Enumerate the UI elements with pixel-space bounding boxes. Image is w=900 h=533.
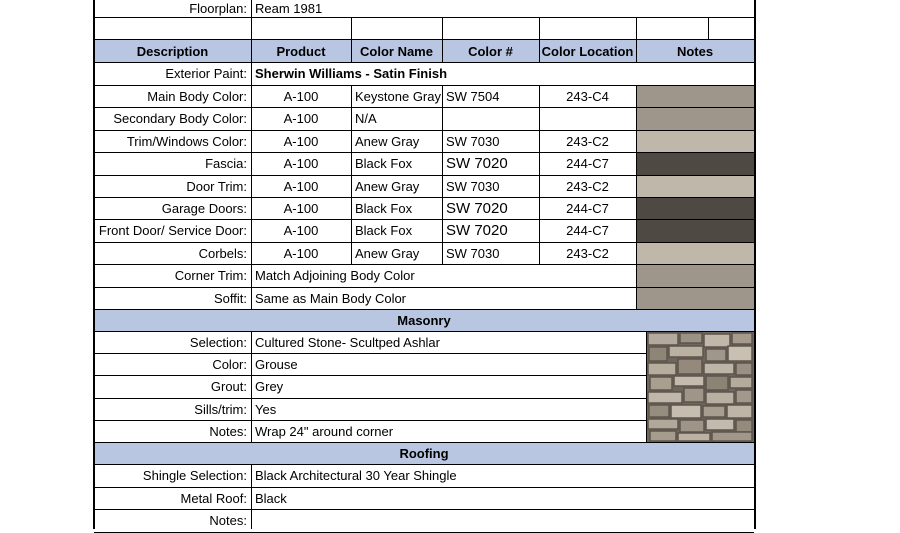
grid-line: [94, 287, 754, 288]
grid-line: [442, 40, 443, 62]
paint-row-label: Front Door/ Service Door:: [98, 223, 247, 238]
grid-line: [94, 152, 754, 153]
floorplan-label: Floorplan:: [189, 1, 247, 16]
paint-row-color-name: Anew Gray: [355, 133, 420, 149]
grid-line: [351, 17, 352, 40]
paint-row-label: Main Body Color:: [147, 88, 247, 104]
grid-line: [539, 85, 540, 264]
grid-line: [94, 331, 754, 332]
paint-row-color-location: 243-C2: [566, 245, 609, 261]
roofing-row-value: Black Architectural 30 Year Shingle: [255, 468, 457, 483]
grid-line: [94, 17, 754, 18]
paint-row-color-swatch: [637, 198, 754, 219]
paint-row-color-name: Black Fox: [355, 223, 413, 238]
roofing-row-label: Shingle Selection:: [142, 468, 247, 483]
grid-line: [94, 242, 754, 243]
paint-row-color-name: Keystone Gray: [355, 88, 441, 104]
paint-row-color-swatch: [637, 86, 754, 107]
paint-row-product: A-100: [283, 200, 319, 216]
grid-line: [251, 331, 252, 442]
extra-row-color-swatch: [637, 265, 754, 287]
extra-row-label: Soffit:: [213, 290, 247, 306]
paint-row-color-name: Black Fox: [355, 156, 413, 171]
masonry-section-title: Masonry: [94, 309, 754, 331]
paint-row-color-swatch: [637, 220, 754, 242]
grid-line: [94, 464, 754, 465]
grid-line: [94, 264, 754, 265]
roofing-row-label: Metal Roof:: [180, 490, 247, 506]
masonry-row-label: Grout:: [210, 379, 247, 394]
grid-line: [251, 464, 252, 529]
roofing-row-value: Black: [255, 490, 287, 506]
paint-row-color-number: [442, 107, 539, 130]
paint-row-color-number: SW 7020: [446, 155, 508, 172]
grid-line: [94, 130, 754, 131]
paint-row-color-name: Anew Gray: [355, 245, 420, 261]
grid-line: [94, 487, 754, 488]
col-header-description: Description: [94, 40, 251, 62]
masonry-row-label: Notes:: [209, 423, 247, 439]
exterior-paint-label: Exterior Paint:: [165, 66, 247, 81]
roofing-section-title: Roofing: [94, 442, 754, 464]
paint-row-label: Secondary Body Color:: [113, 111, 247, 126]
col-header-notes: Notes: [636, 40, 754, 62]
grid-line: [636, 85, 637, 309]
extra-row-value: Match Adjoining Body Color: [255, 268, 415, 283]
grid-line: [94, 420, 646, 421]
paint-row-color-number: SW 7020: [446, 199, 508, 217]
paint-row-color-location: 244-C7: [566, 200, 609, 216]
paint-row-color-swatch: [637, 176, 754, 197]
grid-line: [94, 39, 754, 40]
col-header-color-location: Color Location: [539, 40, 636, 62]
paint-row-color-location: [539, 107, 636, 130]
stone-texture: [646, 331, 754, 442]
masonry-row-value: Grouse: [255, 356, 298, 372]
paint-row-product: A-100: [283, 111, 319, 126]
masonry-row-label: Color:: [212, 356, 247, 372]
grid-line: [708, 17, 709, 40]
paint-row-color-number: SW 7030: [446, 178, 500, 194]
roofing-row-label: Notes:: [209, 513, 247, 528]
paint-row-color-swatch: [637, 131, 754, 152]
paint-row-color-location: 244-C7: [566, 156, 609, 171]
grid-line: [94, 353, 646, 354]
masonry-row-value: Cultured Stone- Scultped Ashlar: [255, 334, 440, 350]
paint-row-product: A-100: [283, 88, 319, 104]
grid-line: [442, 85, 443, 264]
cultured-stone-image: [646, 331, 754, 442]
grid-line: [94, 85, 754, 86]
grid-line: [94, 442, 754, 443]
paint-row-color-number: SW 7504: [446, 88, 500, 104]
grid-line: [94, 175, 754, 176]
grid-line: [646, 331, 647, 442]
extra-row-value: Same as Main Body Color: [255, 290, 407, 306]
col-header-product: Product: [251, 40, 351, 62]
grid-line: [94, 398, 646, 399]
grid-line: [94, 107, 754, 108]
masonry-row-label: Sills/trim:: [194, 401, 247, 417]
grid-line: [251, 85, 252, 309]
grid-line: [94, 375, 646, 376]
paint-row-label: Fascia:: [205, 156, 247, 171]
paint-row-product: A-100: [283, 245, 319, 261]
grid-line: [251, 40, 252, 85]
paint-row-color-number: SW 7020: [446, 222, 508, 239]
paint-row-color-name: N/A: [355, 111, 377, 126]
paint-row-color-swatch: [637, 243, 754, 264]
paint-row-color-number: SW 7030: [446, 245, 500, 261]
paint-row-color-location: 244-C7: [566, 223, 609, 238]
grid-line: [351, 40, 352, 62]
paint-row-color-swatch: [637, 153, 754, 175]
grid-line: [442, 17, 443, 40]
grid-line: [754, 0, 756, 529]
paint-row-color-swatch: [637, 108, 754, 130]
grid-line: [94, 509, 754, 510]
grid-line: [351, 85, 352, 264]
masonry-row-value: Grey: [255, 379, 284, 394]
exterior-paint-value: Sherwin Williams - Satin Finish: [255, 66, 448, 81]
extra-row-color-swatch: [637, 288, 754, 309]
grid-line: [636, 17, 637, 40]
paint-row-color-location: 243-C2: [566, 133, 609, 149]
grid-line: [94, 62, 754, 63]
paint-row-color-location: 243-C2: [566, 178, 609, 194]
paint-row-product: A-100: [283, 156, 319, 171]
paint-row-color-name: Black Fox: [355, 200, 413, 216]
col-header-color-number: Color #: [442, 40, 539, 62]
grid-line: [539, 40, 540, 62]
grid-line: [539, 17, 540, 40]
grid-line: [636, 40, 637, 62]
paint-row-label: Door Trim:: [186, 178, 247, 194]
paint-row-color-number: SW 7030: [446, 133, 500, 149]
paint-row-color-location: 243-C4: [566, 88, 609, 104]
floorplan-value: Ream 1981: [255, 1, 323, 16]
paint-row-product: A-100: [283, 133, 319, 149]
extra-row-label: Corner Trim:: [174, 268, 247, 283]
paint-row-label: Trim/Windows Color:: [126, 133, 247, 149]
masonry-row-value: Yes: [255, 401, 277, 417]
paint-row-label: Corbels:: [198, 245, 247, 261]
grid-line: [94, 219, 754, 220]
col-header-color-name: Color Name: [351, 40, 442, 62]
paint-row-label: Garage Doors:: [161, 200, 247, 216]
masonry-row-value: Wrap 24" around corner: [255, 423, 394, 439]
grid-line: [94, 309, 754, 310]
paint-row-color-name: Anew Gray: [355, 178, 420, 194]
paint-row-product: A-100: [283, 178, 319, 194]
paint-row-product: A-100: [283, 223, 319, 238]
grid-line: [94, 197, 754, 198]
masonry-row-label: Selection:: [189, 334, 247, 350]
grid-line: [251, 0, 252, 40]
